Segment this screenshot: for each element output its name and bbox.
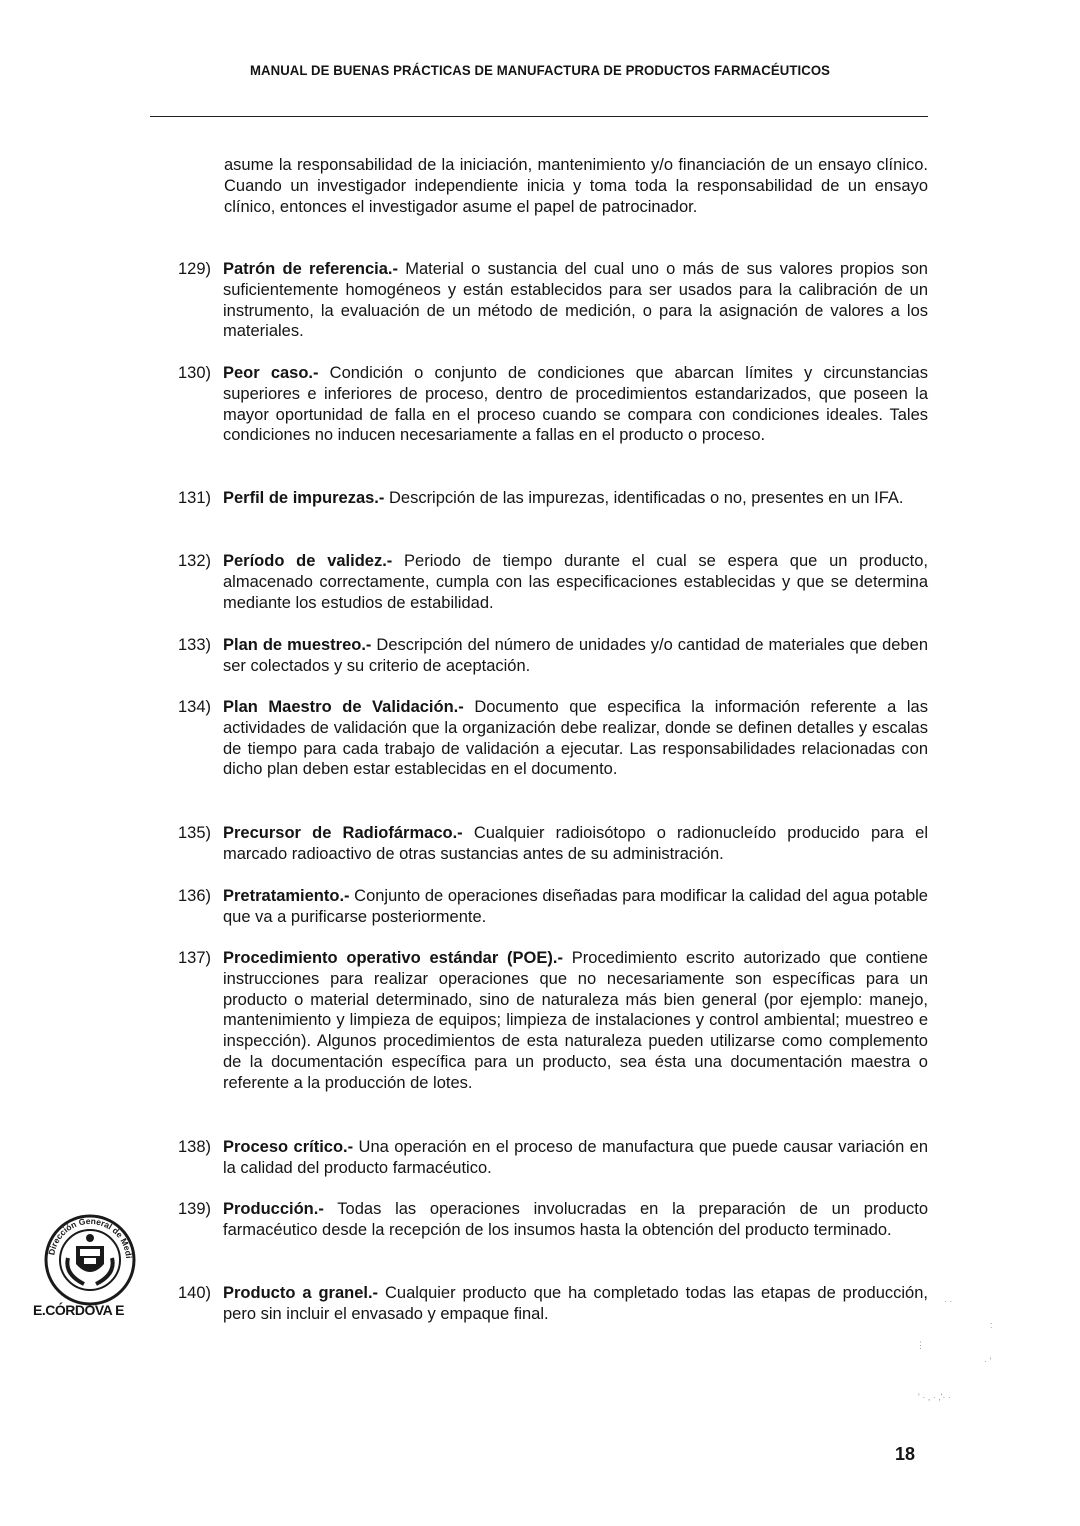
definition-term: Procedimiento operativo estándar (POE).- xyxy=(223,949,563,967)
definition-133 xyxy=(178,635,928,677)
definition-number: 134) xyxy=(178,698,212,716)
definition-term: Proceso crítico.- xyxy=(223,1138,354,1156)
definition-term: Perfil de impurezas.- xyxy=(223,489,385,507)
definition-text: Periodo de tiempo durante el cual se espera que un producto, almacenado correctamente, cumpla con las especificaciones establecidas y que se determina mediante los estudios de estabilidad. xyxy=(223,552,928,612)
definition-number: 140) xyxy=(178,1284,212,1302)
definition-number: 131) xyxy=(178,489,212,507)
definition-number: 132) xyxy=(178,552,212,570)
definition-135 xyxy=(178,823,928,865)
scan-artifact: : xyxy=(990,1320,993,1330)
definition-number: 133) xyxy=(178,636,212,654)
intro-paragraph: asume la responsabilidad de la iniciación, mantenimiento y/o financiación de un ensayo clínico. Cuando un investigador independiente inicia y toma toda la responsabilidad de un ensayo clínico, entonces el investigador asume el papel de patrocinador. xyxy=(224,156,928,216)
definition-text: Material o sustancia del cual uno o más de sus valores propios son suficientemente homogéneos y están establecidos para ser usados para la calibración de un instrumento, la evaluación de un método de medición, o para la asignación de valores a los materiales. xyxy=(223,260,928,341)
seal-signature-name: E.CÓRDOVA E xyxy=(33,1302,124,1318)
scan-artifact: ⋮ xyxy=(916,1340,925,1350)
scan-artifact: ' · , · ,'· · xyxy=(918,1392,951,1402)
definition-number: 138) xyxy=(178,1138,212,1156)
definition-129 xyxy=(178,259,928,342)
definition-number: 129) xyxy=(178,260,212,278)
definition-term: Peor caso.- xyxy=(223,364,319,382)
definition-term: Plan Maestro de Validación.- xyxy=(223,698,464,716)
definition-text: Una operación en el proceso de manufactura que puede causar variación en la calidad del producto farmacéutico. xyxy=(223,1138,928,1177)
page-number: 18 xyxy=(895,1444,916,1464)
definition-term: Precursor de Radiofármaco.- xyxy=(223,824,463,842)
definition-text: Descripción del número de unidades y/o cantidad de materiales que deben ser colectados y su criterio de aceptación. xyxy=(223,636,928,675)
definition-text: Cualquier radioisótopo o radionucleído producido para el marcado radioactivo de otras sustancias antes de su administración. xyxy=(223,824,928,863)
definition-term: Producto a granel.- xyxy=(223,1284,379,1302)
seal-stamp-icon xyxy=(24,1208,154,1308)
definition-number: 130) xyxy=(178,364,212,382)
page-header: MANUAL DE BUENAS PRÁCTICAS DE MANUFACTURA DE PRODUCTOS FARMACÉUTICOS xyxy=(249,62,831,78)
definition-term: Producción.- xyxy=(223,1200,324,1218)
definition-140 xyxy=(178,1283,928,1325)
seal-ring-text: Dirección General de Medi xyxy=(46,1215,134,1259)
definition-number: 136) xyxy=(178,887,212,905)
definition-text: Conjunto de operaciones diseñadas para modificar la calidad del agua potable que va a purificarse posteriormente. xyxy=(223,887,928,926)
definition-number: 135) xyxy=(178,824,212,842)
definition-text: Cualquier producto que ha completado todas las etapas de producción, pero sin incluir el envasado y empaque final. xyxy=(223,1284,928,1323)
definition-139 xyxy=(178,1199,928,1241)
definition-132 xyxy=(178,551,928,613)
header-rule xyxy=(150,116,928,117)
definition-137 xyxy=(178,948,928,1094)
definition-term: Plan de muestreo.- xyxy=(223,636,372,654)
definition-term: Período de validez.- xyxy=(223,552,393,570)
definition-text: Condición o conjunto de condiciones que abarcan límites y circunstancias superiores e inferiores de proceso, dentro de procedimientos estandarizados, que poseen la mayor oportunidad de falla en el proceso cuando se compara con condiciones ideales. Tales condiciones no inducen necesariamente a fallas en el producto o proceso. xyxy=(223,364,928,445)
definition-term: Patrón de referencia.- xyxy=(223,260,398,278)
definition-text: Descripción de las impurezas, identificadas o no, presentes en un IFA. xyxy=(384,489,904,507)
definition-134 xyxy=(178,697,928,780)
definition-text: Documento que especifica la información referente a las actividades de validación que la organización debe realizar, donde se definen detalles y escalas de tiempo para cada trabajo de validación a ejecutar. Las responsabilidades relacionadas con dicho plan deben estar establecidas en el documento. xyxy=(223,698,928,779)
definition-138 xyxy=(178,1137,928,1179)
definition-text: Todas las operaciones involucradas en la preparación de un producto farmacéutico desde la recepción de los insumos hasta la obtención del producto terminado. xyxy=(223,1200,928,1239)
definition-130 xyxy=(178,363,928,446)
definition-text: Procedimiento escrito autorizado que contiene instrucciones para realizar operaciones que no necesariamente son específicas para un producto o material determinado, sino de naturaleza más bien general (por ejemplo: manejo, mantenimiento y limpieza de equipos; limpieza de instalaciones y control ambiental; muestreo e inspección). Algunos procedimientos de esta naturaleza pueden utilizarse como complemento de la documentación específica para un producto, sea ésta una documentación maestra o referente a la producción de lotes. xyxy=(223,949,928,1092)
definition-number: 139) xyxy=(178,1200,212,1218)
definition-136 xyxy=(178,886,928,928)
scan-artifact: · · xyxy=(944,1296,953,1306)
definition-number: 137) xyxy=(178,949,212,967)
scan-artifact: · ' xyxy=(984,1356,992,1366)
definition-131 xyxy=(178,488,928,509)
definition-term: Pretratamiento.- xyxy=(223,887,350,905)
